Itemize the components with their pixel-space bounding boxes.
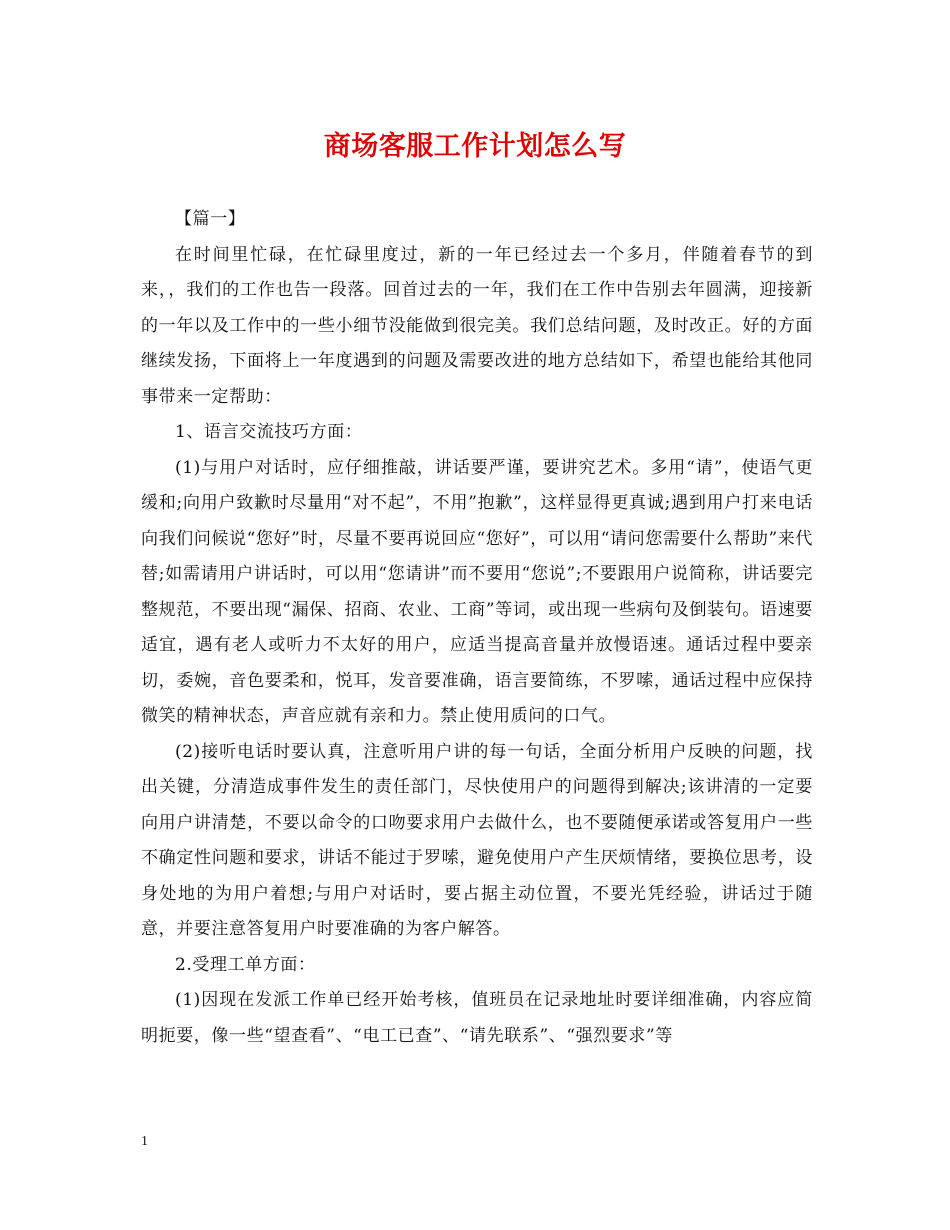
paragraph-item-1-1: (1)与用户对话时，应仔细推敲，讲话要严谨，要讲究艺术。多用“请”，使语气更缓和;向用户致歉时尽量用“对不起”，不用”抱歉”，这样显得更真诚;遇到用户打来电话向我们问候说“您好”时，尽量不要再说回应“您好”，可以用“请问您需要什么帮助”来代替;如需请用户讲话时，可以用“您请讲”而不要用“您说”;不要跟用户说简称，讲话要完整规范，不要出现“漏保、招商、农业、工商”等词，或出现一些病句及倒装句。语速要适宜，遇有老人或听力不太好的用户，应适当提高音量并放慢语速。通话过程中要亲切，委婉，音色要柔和，悦耳，发音要准确，语言要简练，不罗嗦，通话过程中应保持微笑的精神状态，声音应就有亲和力。禁止使用质问的口气。 <box>141 457 813 726</box>
heading-work-orders: 2.受理工单方面： <box>175 954 316 975</box>
document-body <box>141 202 813 1054</box>
heading-language-skills: 1、语言交流技巧方面： <box>175 422 363 442</box>
page-number: 1 <box>141 1134 148 1149</box>
document-title: 商场客服工作计划怎么写 <box>323 131 627 162</box>
paragraph-item-1-2: (2)接听电话时要认真，注意听用户讲的每一句话，全面分析用户反映的问题，找出关键，分清造成事件发生的责任部门，尽快使用户的问题得到解决;该讲清的一定要向用户讲清楚，不要以命令的口吻要求用户去做什么，也不要随便承诺或答复用户一些不确定性问题和要求，讲话不能过于罗嗦，避免使用户产生厌烦情绪，要换位思考，设身处地的为用户着想;与用户对话时，要占据主动位置，不要光凭经验，讲话过于随意，并要注意答复用户时要准确的为客户解答。 <box>141 741 813 939</box>
section-label: 【篇一】 <box>175 209 246 229</box>
paragraph-item-2-1: (1)因现在发派工作单已经开始考核，值班员在记录地址时要详细准确，内容应简明扼要，像一些“望查看”、“电工已查”、“请先联系”、“强烈要求”等 <box>141 990 813 1046</box>
paragraph-intro: 在时间里忙碌，在忙碌里度过，新的一年已经过去一个多月，伴随着春节的到来，，我们的工作也告一段落。回首过去的一年，我们在工作中告别去年圆满，迎接新的一年以及工作中的一些小细节没能做到很完美。我们总结问题，及时改正。好的方面继续发扬，下面将上一年度遇到的问题及需要改进的地方总结如下，希望也能给其他同事带来一定帮助： <box>141 244 813 407</box>
